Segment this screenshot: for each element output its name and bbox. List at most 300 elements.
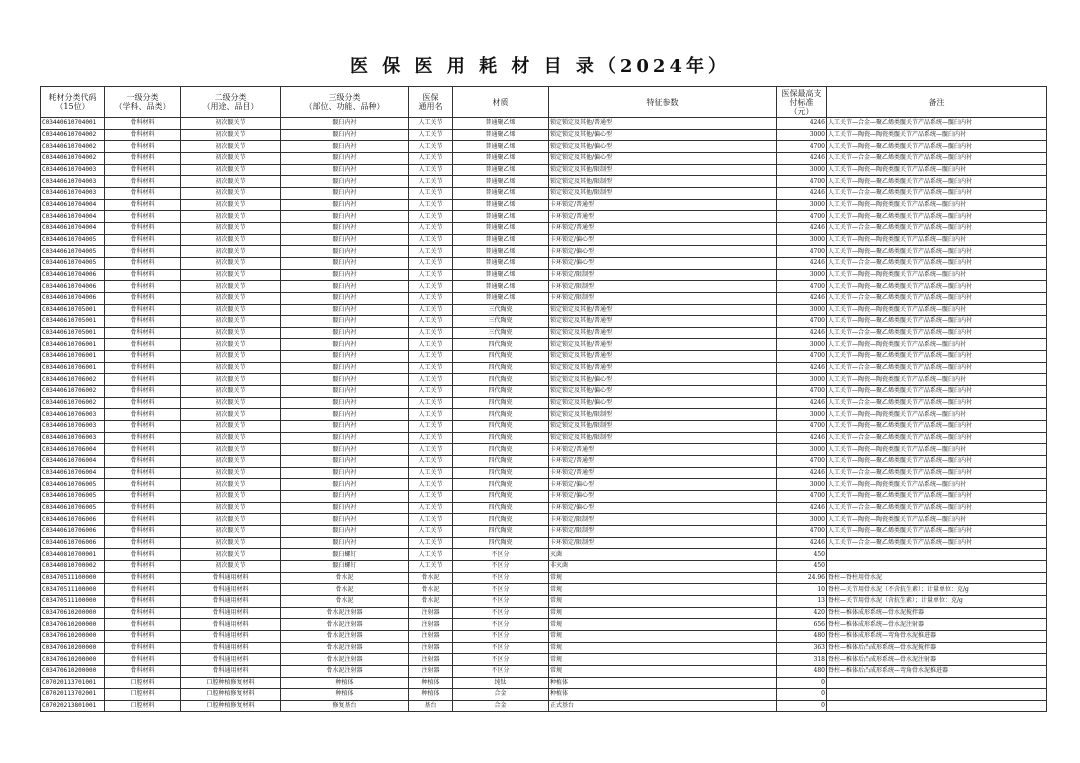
cell-parameters: 锁定锁定及其他/普通型 bbox=[549, 362, 777, 374]
cell-max-price: 4246 bbox=[777, 257, 827, 269]
table-row bbox=[41, 700, 1047, 712]
cell-level3: 髋臼螺钉 bbox=[281, 560, 409, 572]
cell-material: 四代陶瓷 bbox=[453, 432, 549, 444]
cell-parameters: 锁定锁定及其他/限制型 bbox=[549, 432, 777, 444]
cell-remarks: 人工关节—合金—聚乙烯类髋关节产品系统—髋臼内衬 bbox=[827, 292, 1047, 304]
table-row bbox=[41, 689, 1047, 701]
cell-max-price: 3000 bbox=[777, 129, 827, 141]
table-row bbox=[41, 234, 1047, 246]
cell-generic-name: 注射器 bbox=[409, 654, 453, 666]
cell-level1: 骨科材料 bbox=[105, 129, 181, 141]
cell-generic-name: 人工关节 bbox=[409, 187, 453, 199]
cell-parameters: 常规 bbox=[549, 642, 777, 654]
cell-remarks: 人工关节—合金—聚乙烯类髋关节产品系统—髋臼内衬 bbox=[827, 152, 1047, 164]
table-row bbox=[41, 199, 1047, 211]
cell-material: 四代陶瓷 bbox=[453, 502, 549, 514]
cell-level2: 初次髋关节 bbox=[181, 549, 281, 561]
cell-generic-name: 人工关节 bbox=[409, 525, 453, 537]
cell-code: C03440610706005 bbox=[41, 491, 105, 503]
cell-material: 普通聚乙烯 bbox=[453, 199, 549, 211]
cell-level1: 骨科材料 bbox=[105, 164, 181, 176]
cell-parameters: 锁定锁定及其他/偏心型 bbox=[549, 141, 777, 153]
table-row bbox=[41, 386, 1047, 398]
cell-max-price: 4700 bbox=[777, 456, 827, 468]
cell-level1: 骨科材料 bbox=[105, 339, 181, 351]
cell-level1: 骨科材料 bbox=[105, 549, 181, 561]
cell-level1: 骨科材料 bbox=[105, 141, 181, 153]
cell-max-price: 3000 bbox=[777, 409, 827, 421]
cell-generic-name: 注射器 bbox=[409, 607, 453, 619]
cell-generic-name: 人工关节 bbox=[409, 199, 453, 211]
cell-material: 普通聚乙烯 bbox=[453, 257, 549, 269]
table-row bbox=[41, 502, 1047, 514]
cell-level3: 骨水泥 bbox=[281, 584, 409, 596]
cell-remarks: 人工关节—陶瓷—陶瓷类髋关节产品系统—髋臼内衬 bbox=[827, 269, 1047, 281]
cell-parameters: 卡环锁定/普通型 bbox=[549, 222, 777, 234]
cell-code: C03440610706002 bbox=[41, 386, 105, 398]
cell-level3: 修复基台 bbox=[281, 700, 409, 712]
cell-parameters: 锁定锁定及其他/普通型 bbox=[549, 351, 777, 363]
cell-max-price: 420 bbox=[777, 607, 827, 619]
cell-material: 不区分 bbox=[453, 549, 549, 561]
cell-material: 四代陶瓷 bbox=[453, 386, 549, 398]
cell-generic-name: 骨水泥 bbox=[409, 595, 453, 607]
cell-generic-name: 人工关节 bbox=[409, 269, 453, 281]
cell-generic-name: 人工关节 bbox=[409, 257, 453, 269]
cell-level2: 初次髋关节 bbox=[181, 339, 281, 351]
cell-material: 普通聚乙烯 bbox=[453, 269, 549, 281]
cell-code: C03440610704005 bbox=[41, 246, 105, 258]
table-row bbox=[41, 187, 1047, 199]
cell-code: C03440610706004 bbox=[41, 467, 105, 479]
table-row bbox=[41, 409, 1047, 421]
cell-level2: 初次髋关节 bbox=[181, 514, 281, 526]
cell-generic-name: 人工关节 bbox=[409, 176, 453, 188]
cell-level3: 髋臼内衬 bbox=[281, 152, 409, 164]
cell-code: C03440610706002 bbox=[41, 397, 105, 409]
cell-remarks: 人工关节—合金—聚乙烯类髋关节产品系统—髋臼内衬 bbox=[827, 537, 1047, 549]
cell-max-price: 4246 bbox=[777, 537, 827, 549]
cell-level1: 骨科材料 bbox=[105, 607, 181, 619]
cell-material: 合金 bbox=[453, 700, 549, 712]
table-row bbox=[41, 444, 1047, 456]
cell-level1: 骨科材料 bbox=[105, 351, 181, 363]
cell-remarks: 人工关节—合金—聚乙烯类髋关节产品系统—髋臼内衬 bbox=[827, 118, 1047, 130]
cell-parameters: 常规 bbox=[549, 654, 777, 666]
cell-level2: 初次髋关节 bbox=[181, 187, 281, 199]
cell-code: C03440610706006 bbox=[41, 537, 105, 549]
cell-parameters: 正式基台 bbox=[549, 700, 777, 712]
cell-level3: 髋臼内衬 bbox=[281, 129, 409, 141]
table-row bbox=[41, 514, 1047, 526]
cell-max-price: 4700 bbox=[777, 386, 827, 398]
cell-material: 普通聚乙烯 bbox=[453, 222, 549, 234]
cell-code: C03440610705001 bbox=[41, 316, 105, 328]
cell-max-price: 4246 bbox=[777, 467, 827, 479]
cell-code: C07020113701001 bbox=[41, 677, 105, 689]
table-row bbox=[41, 479, 1047, 491]
cell-generic-name: 人工关节 bbox=[409, 467, 453, 479]
cell-max-price: 4246 bbox=[777, 292, 827, 304]
header-max-price: 医保最高支 付标准 （元） bbox=[777, 87, 827, 118]
cell-level3: 骨水泥 bbox=[281, 595, 409, 607]
cell-max-price: 450 bbox=[777, 560, 827, 572]
cell-parameters: 锁定锁定及其他/限制型 bbox=[549, 187, 777, 199]
cell-level3: 髋臼内衬 bbox=[281, 432, 409, 444]
cell-remarks: 脊柱—椎体后凸成形系统—骨水泥注射器 bbox=[827, 654, 1047, 666]
cell-generic-name: 人工关节 bbox=[409, 514, 453, 526]
cell-max-price: 24.96 bbox=[777, 572, 827, 584]
cell-level3: 种植体 bbox=[281, 677, 409, 689]
cell-level1: 骨科材料 bbox=[105, 118, 181, 130]
table-row bbox=[41, 397, 1047, 409]
cell-material: 四代陶瓷 bbox=[453, 491, 549, 503]
cell-level3: 髋臼螺钉 bbox=[281, 549, 409, 561]
cell-code: C03440610706003 bbox=[41, 409, 105, 421]
cell-max-price: 4700 bbox=[777, 351, 827, 363]
cell-code: C03440610705001 bbox=[41, 304, 105, 316]
cell-generic-name: 人工关节 bbox=[409, 362, 453, 374]
cell-material: 不区分 bbox=[453, 560, 549, 572]
cell-level2: 初次髋关节 bbox=[181, 444, 281, 456]
cell-level3: 髋臼内衬 bbox=[281, 479, 409, 491]
cell-code: C03440610704003 bbox=[41, 187, 105, 199]
cell-parameters: 卡环锁定/普通型 bbox=[549, 211, 777, 223]
table-row bbox=[41, 572, 1047, 584]
cell-level1: 骨科材料 bbox=[105, 467, 181, 479]
cell-generic-name: 人工关节 bbox=[409, 549, 453, 561]
cell-level3: 髋臼内衬 bbox=[281, 444, 409, 456]
cell-parameters: 卡环锁定/限制型 bbox=[549, 281, 777, 293]
cell-level2: 初次髋关节 bbox=[181, 176, 281, 188]
cell-code: C03440610706003 bbox=[41, 432, 105, 444]
cell-material: 不区分 bbox=[453, 654, 549, 666]
cell-level2: 初次髋关节 bbox=[181, 211, 281, 223]
cell-code: C03440610706001 bbox=[41, 362, 105, 374]
cell-level2: 初次髋关节 bbox=[181, 234, 281, 246]
cell-material: 四代陶瓷 bbox=[453, 362, 549, 374]
table-row bbox=[41, 560, 1047, 572]
cell-material: 四代陶瓷 bbox=[453, 479, 549, 491]
cell-level1: 骨科材料 bbox=[105, 397, 181, 409]
cell-level2: 初次髋关节 bbox=[181, 281, 281, 293]
cell-parameters: 常规 bbox=[549, 584, 777, 596]
cell-remarks: 人工关节—陶瓷—陶瓷类髋关节产品系统—髋臼内衬 bbox=[827, 129, 1047, 141]
cell-max-price: 656 bbox=[777, 619, 827, 631]
cell-remarks: 人工关节—陶瓷—陶瓷类髋关节产品系统—髋臼内衬 bbox=[827, 199, 1047, 211]
cell-max-price: 3000 bbox=[777, 269, 827, 281]
table-row bbox=[41, 665, 1047, 677]
cell-remarks: 人工关节—陶瓷—陶瓷类髋关节产品系统—髋臼内衬 bbox=[827, 444, 1047, 456]
cell-level2: 初次髋关节 bbox=[181, 222, 281, 234]
cell-remarks: 人工关节—陶瓷—聚乙烯类髋关节产品系统—髋臼内衬 bbox=[827, 211, 1047, 223]
cell-level3: 髋臼内衬 bbox=[281, 118, 409, 130]
cell-remarks bbox=[827, 700, 1047, 712]
table-row bbox=[41, 619, 1047, 631]
cell-generic-name: 人工关节 bbox=[409, 129, 453, 141]
cell-level1: 骨科材料 bbox=[105, 525, 181, 537]
cell-parameters: 锁定锁定及其他/偏心型 bbox=[549, 386, 777, 398]
cell-remarks: 脊柱—椎体成形系统—骨水泥搅拌器 bbox=[827, 607, 1047, 619]
cell-material: 不区分 bbox=[453, 630, 549, 642]
cell-code: C03440610706006 bbox=[41, 525, 105, 537]
cell-level3: 髋臼内衬 bbox=[281, 467, 409, 479]
cell-parameters: 锁定锁定及其他/偏心型 bbox=[549, 374, 777, 386]
cell-level2: 初次髋关节 bbox=[181, 292, 281, 304]
cell-level1: 骨科材料 bbox=[105, 199, 181, 211]
cell-remarks: 人工关节—合金—聚乙烯类髋关节产品系统—髋臼内衬 bbox=[827, 187, 1047, 199]
cell-code: C03440610704001 bbox=[41, 118, 105, 130]
cell-remarks: 人工关节—陶瓷—陶瓷类髋关节产品系统—髋臼内衬 bbox=[827, 514, 1047, 526]
cell-level3: 髋臼内衬 bbox=[281, 211, 409, 223]
cell-level2: 口腔种植修复材料 bbox=[181, 700, 281, 712]
cell-remarks bbox=[827, 560, 1047, 572]
cell-material: 普通聚乙烯 bbox=[453, 141, 549, 153]
cell-remarks: 人工关节—陶瓷—陶瓷类髋关节产品系统—髋臼内衬 bbox=[827, 339, 1047, 351]
cell-code: C03440610704006 bbox=[41, 292, 105, 304]
cell-level1: 骨科材料 bbox=[105, 595, 181, 607]
cell-code: C03440610704004 bbox=[41, 222, 105, 234]
cell-level3: 髋臼内衬 bbox=[281, 176, 409, 188]
cell-level2: 初次髋关节 bbox=[181, 362, 281, 374]
cell-generic-name: 人工关节 bbox=[409, 491, 453, 503]
cell-level2: 初次髋关节 bbox=[181, 537, 281, 549]
cell-max-price: 0 bbox=[777, 677, 827, 689]
cell-level3: 髋臼内衬 bbox=[281, 199, 409, 211]
cell-level3: 髋臼内衬 bbox=[281, 397, 409, 409]
cell-material: 四代陶瓷 bbox=[453, 537, 549, 549]
cell-parameters: 卡环锁定/偏心型 bbox=[549, 502, 777, 514]
cell-code: C07020113702001 bbox=[41, 689, 105, 701]
cell-level1: 骨科材料 bbox=[105, 619, 181, 631]
cell-level2: 初次髋关节 bbox=[181, 316, 281, 328]
cell-max-price: 4700 bbox=[777, 316, 827, 328]
cell-code: C03470610200000 bbox=[41, 642, 105, 654]
cell-level2: 初次髋关节 bbox=[181, 421, 281, 433]
cell-remarks: 人工关节—陶瓷—陶瓷类髋关节产品系统—髋臼内衬 bbox=[827, 164, 1047, 176]
cell-parameters: 锁定锁定及其他/限制型 bbox=[549, 421, 777, 433]
cell-level2: 初次髋关节 bbox=[181, 432, 281, 444]
cell-parameters: 卡环锁定/偏心型 bbox=[549, 234, 777, 246]
cell-generic-name: 人工关节 bbox=[409, 118, 453, 130]
cell-parameters: 卡环锁定/普通型 bbox=[549, 444, 777, 456]
cell-generic-name: 人工关节 bbox=[409, 292, 453, 304]
cell-remarks: 人工关节—陶瓷—聚乙烯类髋关节产品系统—髋臼内衬 bbox=[827, 141, 1047, 153]
table-row bbox=[41, 304, 1047, 316]
cell-remarks: 脊柱—关节用骨水泥（不含抗生素）；计量单位：克/g bbox=[827, 584, 1047, 596]
cell-code: C03440810700002 bbox=[41, 560, 105, 572]
cell-parameters: 卡环锁定/偏心型 bbox=[549, 479, 777, 491]
cell-code: C03440610706005 bbox=[41, 479, 105, 491]
table-row bbox=[41, 316, 1047, 328]
cell-generic-name: 人工关节 bbox=[409, 316, 453, 328]
cell-level2: 骨科通用材料 bbox=[181, 607, 281, 619]
cell-generic-name: 人工关节 bbox=[409, 374, 453, 386]
cell-generic-name: 人工关节 bbox=[409, 222, 453, 234]
cell-level3: 骨水泥 bbox=[281, 572, 409, 584]
cell-remarks: 人工关节—陶瓷—聚乙烯类髋关节产品系统—髋臼内衬 bbox=[827, 246, 1047, 258]
cell-level1: 骨科材料 bbox=[105, 665, 181, 677]
cell-parameters: 卡环锁定/偏心型 bbox=[549, 246, 777, 258]
header-level1: 一级分类 （学科、品类） bbox=[105, 87, 181, 118]
cell-level3: 种植体 bbox=[281, 689, 409, 701]
cell-remarks: 人工关节—陶瓷—聚乙烯类髋关节产品系统—髋臼内衬 bbox=[827, 281, 1047, 293]
cell-max-price: 3000 bbox=[777, 304, 827, 316]
cell-level3: 髋臼内衬 bbox=[281, 292, 409, 304]
cell-level3: 髋臼内衬 bbox=[281, 362, 409, 374]
cell-code: C03440610704005 bbox=[41, 234, 105, 246]
cell-max-price: 3000 bbox=[777, 339, 827, 351]
cell-parameters: 锁定锁定及其他/偏心型 bbox=[549, 152, 777, 164]
cell-parameters: 锁定锁定及其他/偏心型 bbox=[549, 397, 777, 409]
cell-generic-name: 人工关节 bbox=[409, 211, 453, 223]
cell-code: C03470511100000 bbox=[41, 595, 105, 607]
cell-remarks: 人工关节—陶瓷—聚乙烯类髋关节产品系统—髋臼内衬 bbox=[827, 491, 1047, 503]
cell-level1: 骨科材料 bbox=[105, 491, 181, 503]
cell-level2: 初次髋关节 bbox=[181, 257, 281, 269]
cell-generic-name: 人工关节 bbox=[409, 327, 453, 339]
cell-max-price: 13 bbox=[777, 595, 827, 607]
cell-max-price: 3000 bbox=[777, 164, 827, 176]
cell-level1: 骨科材料 bbox=[105, 362, 181, 374]
cell-level1: 骨科材料 bbox=[105, 281, 181, 293]
cell-code: C03440610704002 bbox=[41, 152, 105, 164]
cell-generic-name: 人工关节 bbox=[409, 304, 453, 316]
cell-parameters: 灭菌 bbox=[549, 549, 777, 561]
cell-level1: 骨科材料 bbox=[105, 572, 181, 584]
cell-level1: 口腔材料 bbox=[105, 689, 181, 701]
cell-level3: 髋臼内衬 bbox=[281, 141, 409, 153]
cell-max-price: 0 bbox=[777, 700, 827, 712]
cell-level1: 骨科材料 bbox=[105, 386, 181, 398]
cell-level3: 髋臼内衬 bbox=[281, 257, 409, 269]
cell-generic-name: 人工关节 bbox=[409, 281, 453, 293]
cell-material: 三代陶瓷 bbox=[453, 316, 549, 328]
cell-level1: 骨科材料 bbox=[105, 502, 181, 514]
table-row bbox=[41, 351, 1047, 363]
cell-level1: 骨科材料 bbox=[105, 316, 181, 328]
cell-level3: 髋臼内衬 bbox=[281, 525, 409, 537]
cell-parameters: 卡环锁定/普通型 bbox=[549, 456, 777, 468]
table-row bbox=[41, 327, 1047, 339]
cell-remarks: 人工关节—陶瓷—陶瓷类髋关节产品系统—髋臼内衬 bbox=[827, 409, 1047, 421]
cell-remarks: 脊柱—椎体成形系统—弯角骨水泥推进器 bbox=[827, 630, 1047, 642]
cell-material: 不区分 bbox=[453, 584, 549, 596]
cell-max-price: 3000 bbox=[777, 514, 827, 526]
cell-max-price: 10 bbox=[777, 584, 827, 596]
table-row bbox=[41, 164, 1047, 176]
cell-level1: 骨科材料 bbox=[105, 584, 181, 596]
cell-material: 普通聚乙烯 bbox=[453, 176, 549, 188]
cell-material: 不区分 bbox=[453, 642, 549, 654]
cell-level1: 骨科材料 bbox=[105, 269, 181, 281]
cell-material: 普通聚乙烯 bbox=[453, 246, 549, 258]
cell-material: 四代陶瓷 bbox=[453, 456, 549, 468]
header-parameters: 特征参数 bbox=[549, 87, 777, 118]
cell-generic-name: 人工关节 bbox=[409, 444, 453, 456]
cell-generic-name: 注射器 bbox=[409, 630, 453, 642]
cell-level2: 初次髋关节 bbox=[181, 141, 281, 153]
cell-remarks: 人工关节—陶瓷—聚乙烯类髋关节产品系统—髋臼内衬 bbox=[827, 176, 1047, 188]
cell-level3: 髋臼内衬 bbox=[281, 281, 409, 293]
cell-remarks: 人工关节—合金—聚乙烯类髋关节产品系统—髋臼内衬 bbox=[827, 502, 1047, 514]
cell-max-price: 4700 bbox=[777, 421, 827, 433]
table-row bbox=[41, 677, 1047, 689]
cell-parameters: 常规 bbox=[549, 630, 777, 642]
cell-max-price: 4246 bbox=[777, 327, 827, 339]
table-row bbox=[41, 292, 1047, 304]
cell-code: C03440610704002 bbox=[41, 141, 105, 153]
cell-level2: 初次髋关节 bbox=[181, 152, 281, 164]
cell-level1: 骨科材料 bbox=[105, 327, 181, 339]
cell-code: C03440610704006 bbox=[41, 269, 105, 281]
table-row bbox=[41, 118, 1047, 130]
cell-max-price: 4700 bbox=[777, 525, 827, 537]
cell-level3: 髋臼内衬 bbox=[281, 246, 409, 258]
cell-max-price: 3000 bbox=[777, 374, 827, 386]
header-row bbox=[41, 87, 1047, 118]
cell-code: C03440610704004 bbox=[41, 199, 105, 211]
cell-remarks: 脊柱—椎体成形系统—骨水泥注射器 bbox=[827, 619, 1047, 631]
cell-material: 四代陶瓷 bbox=[453, 374, 549, 386]
cell-generic-name: 注射器 bbox=[409, 619, 453, 631]
cell-level2: 初次髋关节 bbox=[181, 502, 281, 514]
cell-max-price: 480 bbox=[777, 630, 827, 642]
cell-parameters: 卡环锁定/限制型 bbox=[549, 514, 777, 526]
cell-level2: 初次髋关节 bbox=[181, 129, 281, 141]
cell-level3: 髋臼内衬 bbox=[281, 374, 409, 386]
cell-level1: 骨科材料 bbox=[105, 304, 181, 316]
cell-generic-name: 人工关节 bbox=[409, 560, 453, 572]
cell-level3: 髋臼内衬 bbox=[281, 339, 409, 351]
cell-level1: 骨科材料 bbox=[105, 456, 181, 468]
cell-level3: 骨水泥注射器 bbox=[281, 619, 409, 631]
cell-max-price: 4700 bbox=[777, 141, 827, 153]
cell-remarks: 人工关节—合金—聚乙烯类髋关节产品系统—髋臼内衬 bbox=[827, 222, 1047, 234]
cell-level2: 初次髋关节 bbox=[181, 467, 281, 479]
table-row bbox=[41, 222, 1047, 234]
cell-material: 四代陶瓷 bbox=[453, 397, 549, 409]
cell-level3: 髋臼内衬 bbox=[281, 316, 409, 328]
cell-remarks: 人工关节—陶瓷—陶瓷类髋关节产品系统—髋臼内衬 bbox=[827, 374, 1047, 386]
cell-level2: 初次髋关节 bbox=[181, 397, 281, 409]
cell-material: 普通聚乙烯 bbox=[453, 211, 549, 223]
catalog-table bbox=[40, 86, 1047, 712]
cell-generic-name: 人工关节 bbox=[409, 421, 453, 433]
cell-level3: 髋臼内衬 bbox=[281, 351, 409, 363]
cell-level3: 髋臼内衬 bbox=[281, 456, 409, 468]
cell-level2: 口腔种植修复材料 bbox=[181, 689, 281, 701]
cell-material: 四代陶瓷 bbox=[453, 409, 549, 421]
cell-parameters: 常规 bbox=[549, 665, 777, 677]
cell-code: C03440610706006 bbox=[41, 514, 105, 526]
cell-generic-name: 人工关节 bbox=[409, 152, 453, 164]
cell-material: 四代陶瓷 bbox=[453, 351, 549, 363]
table-row bbox=[41, 152, 1047, 164]
header-level2: 二级分类 （用途、品目） bbox=[181, 87, 281, 118]
cell-generic-name: 人工关节 bbox=[409, 339, 453, 351]
cell-material: 四代陶瓷 bbox=[453, 421, 549, 433]
cell-material: 不区分 bbox=[453, 619, 549, 631]
cell-parameters: 卡环锁定/限制型 bbox=[549, 292, 777, 304]
cell-material: 普通聚乙烯 bbox=[453, 129, 549, 141]
cell-max-price: 318 bbox=[777, 654, 827, 666]
cell-parameters: 常规 bbox=[549, 607, 777, 619]
cell-remarks: 人工关节—合金—聚乙烯类髋关节产品系统—髋臼内衬 bbox=[827, 467, 1047, 479]
table-row bbox=[41, 630, 1047, 642]
cell-level1: 骨科材料 bbox=[105, 187, 181, 199]
cell-max-price: 0 bbox=[777, 689, 827, 701]
